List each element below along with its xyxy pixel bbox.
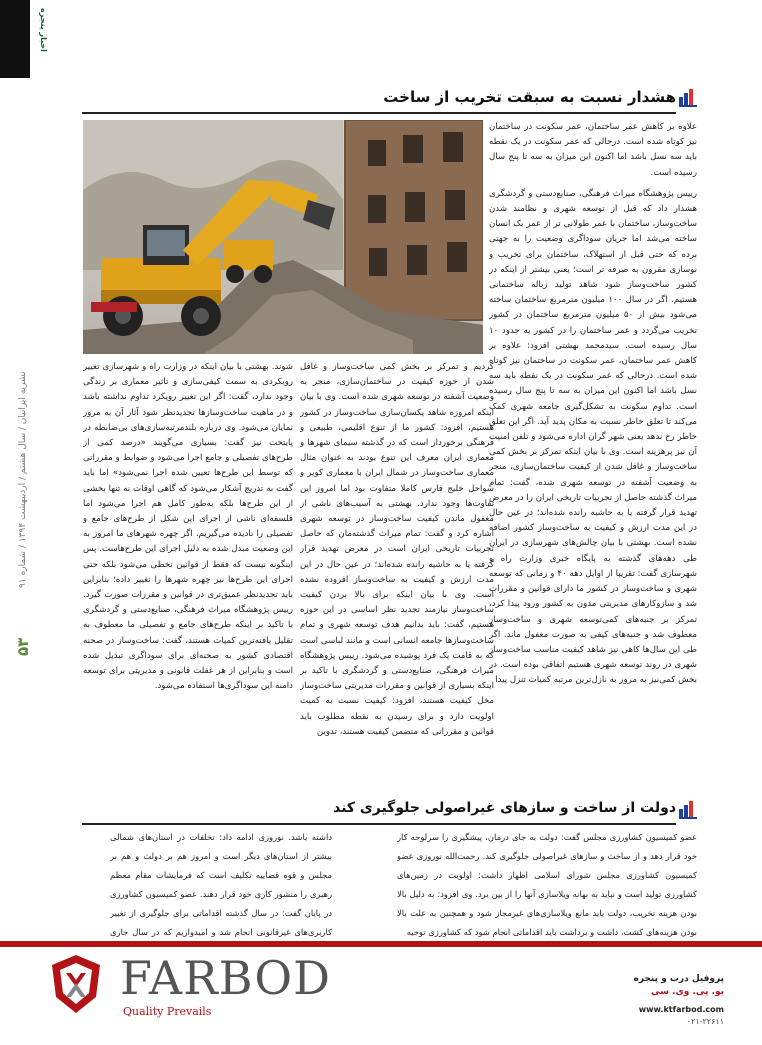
article1-paragraph-body: رییس پژوهشگاه میراث فرهنگی، صنایع‌دستی و گردشگری هشدار داد که قبل از توسعه شهری و نظامند شدن ساخت‌وساز، ساختمان با عمر طولانی تر از عمر یک انسان ساخته می‌شد اما جریان سوداگری وضعیت را به جهتی برده که حتی قبل از استهلاک، ساختمان برای تخریب و نوسازی مقرون به صرفه تر است؛ یعنی بیشتر از اینکه در کشور ساخت‌وساز شود شاهد تولید زباله ساختمانی هستیم. اگر در سال ۱۰۰ میلیون مترمربع ساختمان ساخته می‌شود بیش از ۵۰ میلیون مترمربع ساختمان در کشور تخریب می‌گردد و عمر ساختمان را در کشور به حدود ۱۰ سال رسیده است. سید‌محمد بهشتی افزود: علاوه بر کاهش عمر ساختمان، عمر سکونت در ساختمان نیز کوتاه شده است. درحالی که عمر سکونت در یک نقطه باید سه نسل باشد اما اکنون این میزان به سه تا پنج سال رسیده است. تداوم سکونت به تشکل‌گیری جامعه شهری کمک می‌کند تا تعلق خاطر نسبت به مکان پدید آید. اگر این تعلق خاطر رخ ندهد یعنی شهر گران اداره می‌شود و تلفن امنیت آن نیز پرهزینه است. وی با بیان اینکه تمرکز بر بخش کمی ساخت‌وساز و غافل شدن از کیفیت ساختمان‌سازی، منجر به وضعیت آشفته در توسعه شهری شده، گفت: تمام میراث گذشته حاصل از تجربیات تاریخی ایران را در معرض تهدید قرار گرفته یا به حاشیه رانده شده‌اند؛ در عین حال در این مدت ارزش و کیفیت به ساخت‌وساز کشور اضافه نشده است. بهشتی با بیان چالش‌های شهرسازی در ایران طی دهه‌های گذشته به پایگاه خبری وزارت راه و شهرسازی گفت: تقریبا از اوایل دهه ۴۰ و زمانی که توسعه شهری و ساخت‌وساز در کشور ما دارای قوانین و مقررات شد و ساز‌وکارهای مدیریتی مدون به کشور ورود پیدا کرد، تمرکز بر جنبه‌های کمی‌توسعه شهری و ساخت‌وساز معطوف شد و جنبه‌های کیفی به صورت مغفول ماند. اگر طی این سال‌ها کاهی نیز شاهد کیفیت مناسب ساخت‌وساز شهری در روند توسعه شهری هستیم اتفاقی بوده است. در بخش کمی‌نیز به مرور به نازل‌ترین مرتبه کمیات تنزل پیدا (489, 188, 697, 686)
ad-website-link[interactable]: www.ktfarbod.com (638, 1005, 724, 1014)
article2-paragraph-right: عضو کمیسیون کشاورزی مجلس گفت: دولت به جای درمان، پیشگیری را سرلوحه کار خود قرار دهد و از ساخت و سازهای غیراصولی جلوگیری کند. رحمت‌الله نوروزی عضو کمیسیون کشاورزی مجلس شورای اسلامی اظهار داشت: اولویت در زمین‌های کشاورزی تولید است و نباید به بهانه ویلاسازی آنها را از بین برد. وی افزود: به دلیل بالا بودن هزینه تخریب، دولت باید مانع ویلاسازی‌های غیرمجاز شود و همچنین به علت بالا بودن هزینه‌های کشت، داشت و برداشت باید اقداماتی انجام شود که کشاورزی توجیه (397, 832, 697, 937)
article1-column-middle (300, 360, 494, 785)
section-tab-label: اخبار پنجره (39, 8, 48, 52)
article1-column-left (83, 360, 293, 785)
article2-paragraph-left: داشته باشد. نوروزی ادامه داد: تخلفات در استان‌های شمالی بیشتر از استان‌های دیگر است و امروز هم بر دولت و هم بر مجلس و قوه قضاییه تکلیف است که فرمایشات مقام معظم رهبری را منشور کاری خود قرار دهند. عضو کمیسیون کشاورزی در پایان گفت: در سال گذشته اقداماتی برای جلوگیری از تغییر کاربری‌های غیرقانونی انجام شد و امیدواریم که در سال جاری (110, 832, 332, 937)
ad-phone: ۰۲۱-۲۲۶۱۱ (686, 1017, 724, 1026)
page-number: ۵۳ (14, 637, 32, 657)
demolition-photo (83, 120, 483, 354)
article2-title: دولت از ساخت و سازهای غیراصولی جلوگیری کند (333, 800, 676, 816)
ad-product-line: پروفیل درب و پنجره (633, 974, 724, 984)
ad-brand: FARBOD (120, 951, 332, 1005)
article1-column-right (489, 120, 697, 785)
section-tab-strip (0, 0, 30, 78)
article1-paragraph-lead: علاوه بر کاهش عمر ساختمان، عمر سکونت در ساختمان نیز کوتاه شده است. درحالی که عمر سکونت در یک نقطه باید سه نسل باشد اما اکنون این میزان به سه تا پنج سال رسیده است. (489, 122, 697, 178)
ad-tagline: Quality Prevails (123, 1005, 212, 1018)
ad-product-type: یو. پی. وی. سی (651, 987, 724, 997)
article2-column-left (110, 828, 332, 938)
farbod-logo-icon (50, 953, 102, 1015)
chart-bars-icon (679, 801, 697, 817)
article1-paragraph-left: شوند. بهشتی با بیان اینکه در وزارت راه و شهرسازی تغییر رویکردی به سمت کیفی‌سازی و تاثیر معماری بر زندگی وجود ندارد، گفت: اگر این تغییر رویکرد تداوم نداشته باشد و در ماهیت ساخت‌وسازها تجدیدنظر شود آثار آن به مرور نمایان می‌شود. وی درباره بلندمرتبه‌سازی‌های بی‌ضابطه در پایتخت نیز گفت: بسیاری می‌گویند «درصد کمی از طرح‌های تفصیلی و جامع اجرا می‌شود و ضوابط و مقرراتی که توسط این طرح‌ها تعیین شده اجرا نمی‌شود» اما باید گفت به تدریج آشکار می‌شود که گاهی اوقات نه تنها بخشی از این طرح‌ها بلکه به‌طور کامل هم اجرا می‌شود اما فلسفه‌ای ناشی از اجرای این شکل از طرح‌های جامع و تفصیلی را نادیده می‌گیریم. اگر چهره شهرهای ما امروز به این وضعیت مبدل شده به دلیل اجرای این طرح‌هاست. پس اینگونه نیست که فقط از قوانین تخطی می‌شود بلکه حتی اجرای این طرح‌ها نیز چهره شهرها را تغییر داده؛ بنابراین باید تجدیدنظر عمیق‌تری در قوانین و مقررات صورت گیرد. رییس پژوهشگاه میراث فرهنگی، صنایع‌دستی و گردشگری با تاکید بر اینکه طرح‌های جامع و تفصیلی ما معطوف به تقلیل یافته‌ترین کمیات هستند، گفت: ساخت‌وساز در صحنه اقتصادی کشور به صحنه‌ای برای سوداگری تبدیل شده است و بنابراین از هر غفلت قانونی و مدیریتی برای توسعه دامنه این سوداگری‌ها استفاده می‌شود. (83, 362, 293, 692)
article2-title-rule (82, 823, 676, 825)
ad-divider (0, 941, 762, 947)
magazine-info: نشریه ایرانیان / سال هشتم / اردیبهشت ۱۳۹۴ / شماره ۹۱ (18, 371, 28, 589)
article1-title-rule (82, 112, 676, 114)
chart-bars-icon (679, 89, 697, 105)
article1-paragraph-middle: کردیم و تمرکز بر بخش کمی ساخت‌وساز و غافل شدن از حوزه کیفیت در ساختمان‌سازی، منجر به وضعیت آشفته در توسعه شهری شده است. وی با بیان اینکه امروزه شاهد یکسان‌سازی ساخت‌وساز در کشور هستیم، افزود: کشور ما از تنوع اقلیمی، طبیعی و فرهنگی برخوردار است که در گذشته سیمای شهرها و معماری ایران معرف این تنوع بودند به عنوان مثال معماری ساخت‌وساز در شمال ایران با معماری کویر و سواحل خلیج فارس کاملا متفاوت بود اما امروز این تفاوت‌ها وجود ندارد. بهشتی به آسیب‌های ناشی از مغفول ماندن کیفیت ساخت‌وساز در توسعه شهری اشاره کرد و گفت: تمام میراث گذشته‌مان که حاصل تجربیات تاریخی ایران است در معرض تهدید قرار گرفته یا به حاشیه رانده شده‌اند؛ در عین حال در این مدت ارزش و کیفیت به ساخت‌وساز افزوده نشده است. وی با بیان اینکه برای بالا بردن کیفیت ساخت‌وساز نیازمند تجدید نظر اساسی در این حوزه هستیم، گفت: باید بدانیم هدف توسعه شهری و تمام ساخت‌وسازها جامعه انسانی است و مانند لباسی است که به قامت یک فرد پوشیده می‌شود. رییس پژوهشگاه میراث فرهنگی، صنایع‌دستی و گردشگری با تاکید بر اینکه بسیاری از قوانین و مقررات مدیریتی ساخت‌وساز مخل کیفیت هستند، افزود: کیفیت نسبت به کمیت اولویت دارد و برای رسیدن به نقطه مطلوب باید قوانین و مقرراتی که متضمن کیفیت هستند، تدوین (300, 362, 494, 737)
article1-title: هشدار نسبت به سبقت تخریب از ساخت (383, 88, 676, 106)
article2-column-right (397, 828, 697, 938)
